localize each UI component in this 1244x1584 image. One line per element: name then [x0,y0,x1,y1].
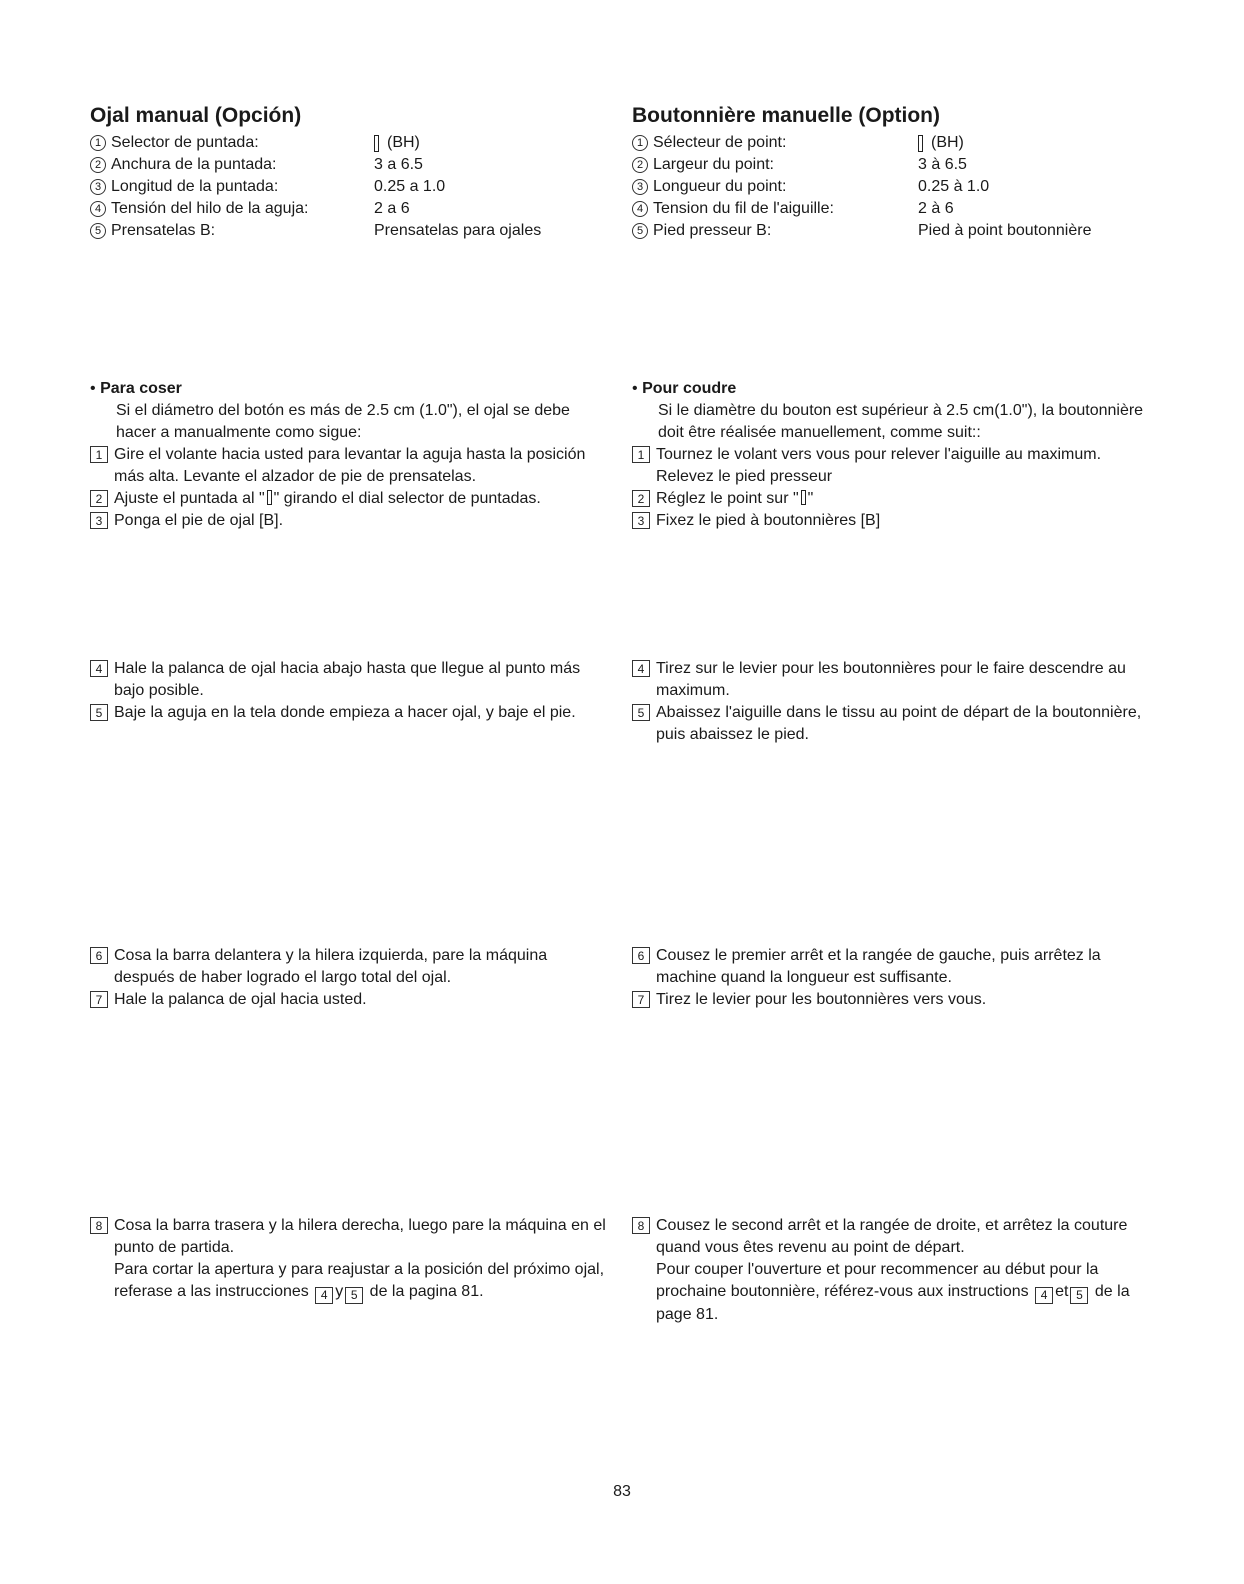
number-5-icon: 5 [632,223,648,239]
step-7-fr [632,989,1162,1011]
sewing-intro-fr [632,378,1162,532]
spec-value: 0.25 a 1.0 [374,178,446,195]
steps-6-7-es [90,945,610,1011]
step-1-icon: 1 [90,446,108,463]
spec-value: Pied à point boutonnière [918,222,1092,239]
step-text: et [1055,1283,1069,1300]
spec-value: Prensatelas para ojales [374,222,542,239]
step-1-fr [632,444,1162,488]
spec-label: Pied presseur B: [653,222,772,239]
steps-4-5-fr [632,658,1162,746]
step-5-icon: 5 [1070,1287,1088,1304]
step-4-icon: 4 [632,660,650,677]
step-3-fr [632,510,1162,532]
spec-label: Largeur du point: [653,156,774,173]
step-6-fr [632,945,1162,989]
subheading-es: Para coser [100,380,182,397]
step-text: Baje la aguja en la tela donde empieza a hacer ojal, y baje el pie. [114,704,576,721]
step-8-icon: 8 [90,1217,108,1234]
step-text: Pour couper l'ouverture et pour recommencer au début pour la prochaine boutonnière, référez-vous aux instructions [656,1261,1099,1300]
step-3-es [90,510,610,532]
buttonhole-icon [801,490,806,505]
step-8-fr-block [632,1215,1162,1326]
spec-label: Longueur du point: [653,178,787,195]
spec-value: 3 a 6.5 [374,156,423,173]
spec-value: 2 à 6 [918,200,954,217]
step-6-es [90,945,610,989]
step-5-es [90,702,610,724]
step-text: de la pagina 81. [369,1283,484,1300]
step-8-es [90,1215,610,1304]
step-text: y [335,1283,344,1300]
step-text: Hale la palanca de ojal hacia abajo hasta que llegue al punto más bajo posible. [114,660,581,699]
number-4-icon: 4 [90,201,106,217]
step-text: Cousez le second arrêt et la rangée de droite, et arrêtez la couture quand vous êtes revenu au point de départ. [656,1217,1128,1256]
step-6-icon: 6 [90,947,108,964]
step-text: Réglez le point sur " [656,490,799,507]
spec-row [90,176,630,198]
number-3-icon: 3 [632,179,648,195]
step-2-icon: 2 [90,490,108,507]
spec-value: (BH) [931,134,964,151]
spec-label: Tensión del hilo de la aguja: [111,200,309,217]
step-3-icon: 3 [90,512,108,529]
step-5-icon: 5 [632,704,650,721]
spec-label: Selector de puntada: [111,134,259,151]
step-text: Fixez le pied à boutonnières [B] [656,512,881,529]
step-text: Abaissez l'aiguille dans le tissu au point de départ de la boutonnière, puis abaissez le pied. [656,704,1142,743]
step-text: Cosa la barra trasera y la hilera derecha, luego pare la máquina en el punto de partida. [114,1217,606,1256]
number-5-icon: 5 [90,223,106,239]
step-1-es [90,444,610,488]
step-text: Gire el volante hacia usted para levantar la aguja hasta la posición más alta. Levante el alzador de pie de prensatelas. [114,446,586,485]
settings-list-fr [632,132,1172,242]
number-1-icon: 1 [90,135,106,151]
step-4-icon: 4 [1035,1287,1053,1304]
spec-value: 3 à 6.5 [918,156,967,173]
step-7-icon: 7 [632,991,650,1008]
step-text: Cosa la barra delantera y la hilera izquierda, pare la máquina después de haber logrado el largo total del ojal. [114,947,548,986]
step-text: de la page 81. [656,1283,1130,1323]
buttonhole-icon [918,135,923,152]
spec-label: Anchura de la puntada: [111,156,277,173]
spanish-column [90,0,630,242]
settings-list-es [90,132,630,242]
spec-row [632,198,1172,220]
spec-row [90,154,630,176]
step-text: Cousez le premier arrêt et la rangée de gauche, puis arrêtez la machine quand la longueur est suffisante. [656,947,1101,986]
step-text: Ponga el pie de ojal [B]. [114,512,284,529]
number-2-icon: 2 [632,157,648,173]
step-text: Para cortar la apertura y para reajustar a la posición del próximo ojal, referase a las instrucciones [114,1261,605,1300]
spec-row [90,220,630,242]
intro-text-es: Si el diámetro del botón es más de 2.5 cm (1.0"), el ojal se debe hacer a manualmente como sigue: [116,402,570,441]
buttonhole-icon [267,490,272,505]
step-2-icon: 2 [632,490,650,507]
page-number: 83 [613,1483,631,1500]
step-4-icon: 4 [90,660,108,677]
step-6-icon: 6 [632,947,650,964]
spec-label: Sélecteur de point: [653,134,787,151]
step-3-icon: 3 [632,512,650,529]
step-5-icon: 5 [90,704,108,721]
step-2-es [90,488,610,510]
spec-label: Prensatelas B: [111,222,216,239]
bullet-icon: • [632,380,638,397]
step-8-es-block [90,1215,610,1304]
step-5-fr [632,702,1162,746]
step-4-es [90,658,610,702]
intro-text-fr: Si le diamètre du bouton est supérieur à 2.5 cm(1.0"), la boutonnière doit être réalisée manuellement, comme suit:: [658,402,1144,441]
step-8-fr [632,1215,1162,1326]
step-text: Ajuste el puntada al " [114,490,265,507]
french-column [632,0,1172,242]
spec-row [632,154,1172,176]
step-text: " girando el dial selector de puntadas. [273,490,541,507]
number-4-icon: 4 [632,201,648,217]
step-5-icon: 5 [345,1287,363,1304]
spec-row [90,132,630,154]
spec-row [632,220,1172,242]
step-4-fr [632,658,1162,702]
step-text: " [807,490,814,507]
spec-row [632,132,1172,154]
step-2-fr [632,488,1162,510]
spec-value: 0.25 à 1.0 [918,178,990,195]
steps-6-7-fr [632,945,1162,1011]
steps-4-5-es [90,658,610,724]
number-1-icon: 1 [632,135,648,151]
spec-row [90,198,630,220]
step-8-icon: 8 [632,1217,650,1234]
step-7-icon: 7 [90,991,108,1008]
step-4-icon: 4 [315,1287,333,1304]
spec-label: Longitud de la puntada: [111,178,279,195]
step-text: Hale la palanca de ojal hacia usted. [114,991,367,1008]
bullet-icon: • [90,380,96,397]
step-text: Tirez le levier pour les boutonnières vers vous. [656,991,987,1008]
step-7-es [90,989,610,1011]
subheading-fr: Pour coudre [642,380,737,397]
spec-row [632,176,1172,198]
number-3-icon: 3 [90,179,106,195]
spec-value: 2 a 6 [374,200,410,217]
step-1-icon: 1 [632,446,650,463]
step-text: Tirez sur le levier pour les boutonnières pour le faire descendre au maximum. [656,660,1126,699]
number-2-icon: 2 [90,157,106,173]
spec-label: Tension du fil de l'aiguille: [653,200,834,217]
section-title-es: Ojal manual (Opción) [90,104,302,127]
buttonhole-icon [374,135,379,152]
sewing-intro-es [90,378,610,532]
step-text: Tournez le volant vers vous pour relever l'aiguille au maximum. Relevez le pied presseur [656,446,1102,485]
section-title-fr: Boutonnière manuelle (Option) [632,104,940,127]
spec-value: (BH) [387,134,420,151]
